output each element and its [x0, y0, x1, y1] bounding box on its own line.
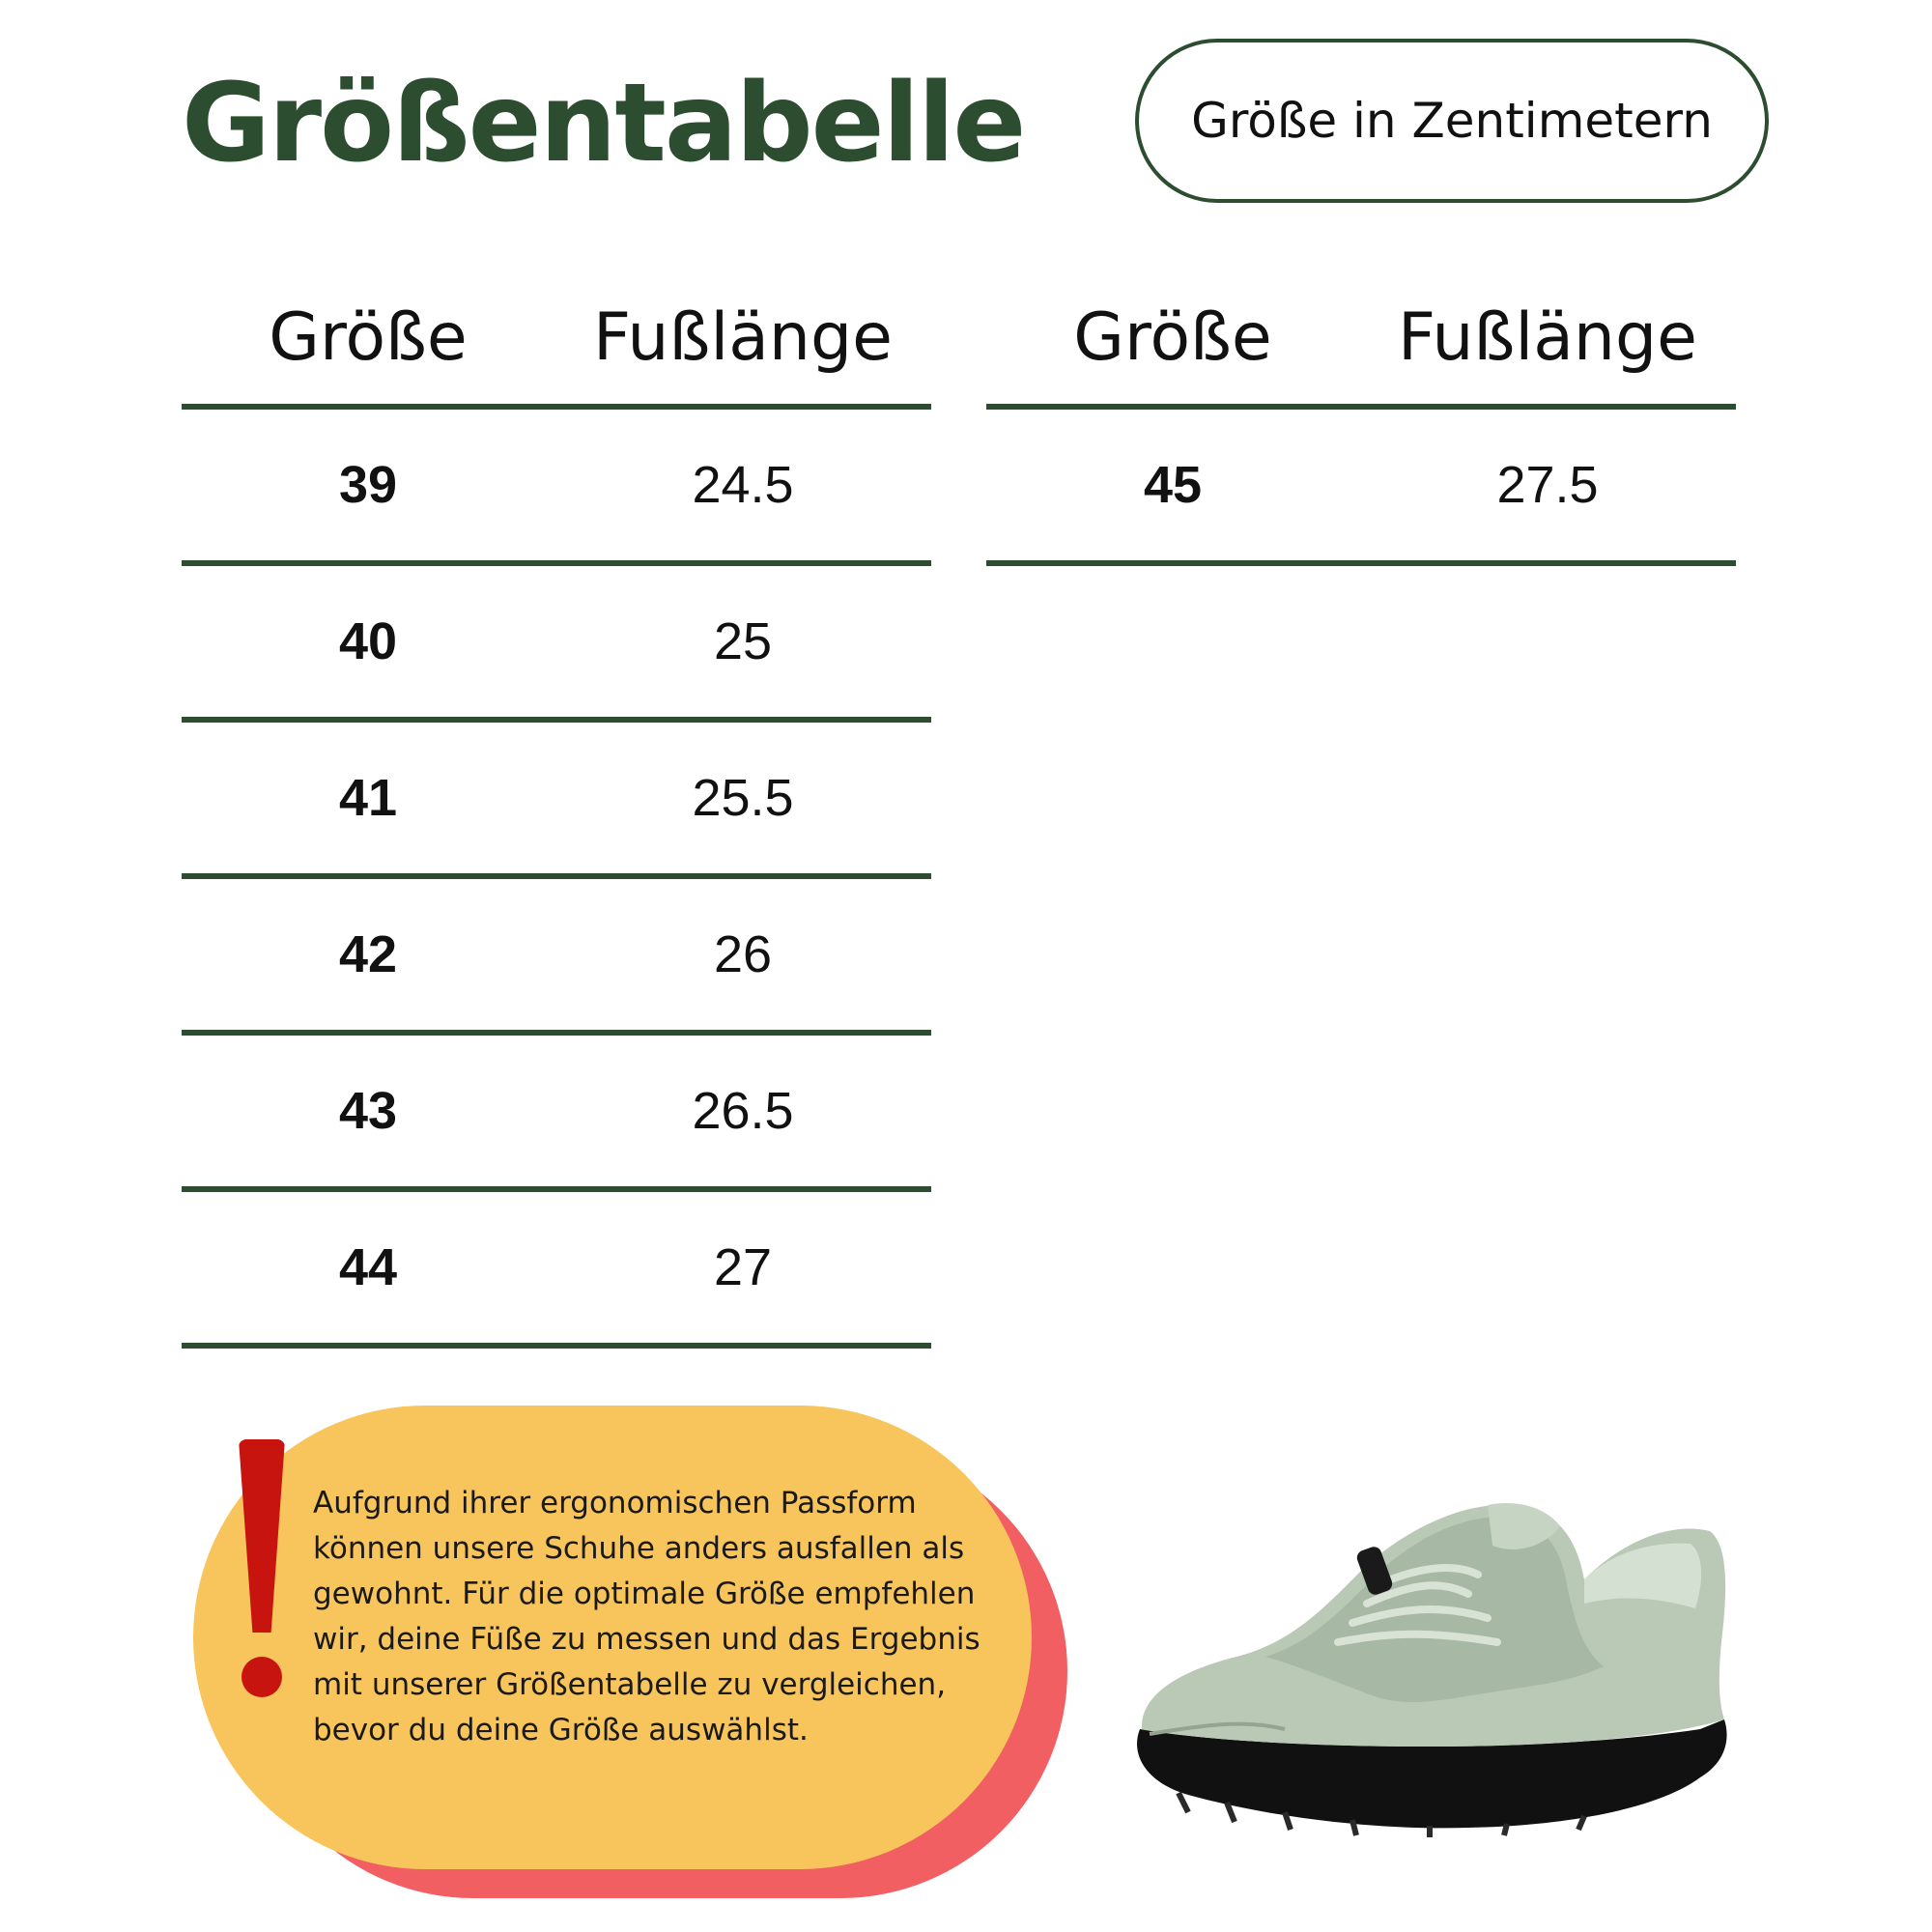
table-row: [182, 566, 931, 723]
shoe-image: [1121, 1488, 1739, 1874]
exclamation-dot-icon: [242, 1657, 282, 1697]
table-header: [986, 270, 1736, 410]
header-size: Größe: [1073, 298, 1272, 376]
foot-length-cell: 26.5: [692, 1082, 794, 1140]
foot-length-cell: 24.5: [692, 456, 794, 514]
size-table-left: [182, 270, 931, 1349]
size-cell: 44: [338, 1238, 398, 1296]
size-cell: 42: [338, 925, 398, 983]
table-row: [182, 723, 931, 879]
table-row: [182, 1036, 931, 1192]
size-cell: 43: [338, 1082, 398, 1140]
table-row: [182, 1192, 931, 1349]
size-cell: 39: [338, 456, 398, 514]
size-cell: 45: [1143, 456, 1203, 514]
table-header: [182, 270, 931, 410]
header-foot-length: Fußlänge: [593, 298, 893, 376]
table-row: [182, 879, 931, 1036]
table-row: [182, 410, 931, 566]
exclamation-icon: [239, 1439, 285, 1633]
foot-length-cell: 27: [713, 1238, 773, 1296]
header-size: Größe: [269, 298, 468, 376]
table-row: [986, 410, 1736, 566]
notice-text: Aufgrund ihrer ergonomischen Passform können unsere Schuhe anders ausfallen als gewohnt. Für die optimale Größe empfehlen wir, deine Füße zu messen und das Ergebnis mit unserer Größentabelle zu vergleichen, bevor du deine Größe auswählst.: [313, 1486, 980, 1747]
foot-length-cell: 25.5: [692, 769, 794, 827]
size-cell: 40: [338, 612, 398, 670]
header-foot-length: Fußlänge: [1398, 298, 1697, 376]
notice-bubble: [193, 1406, 1032, 1869]
foot-length-cell: 25: [713, 612, 773, 670]
fit-notice: [193, 1406, 1063, 1908]
unit-badge: Größe in Zentimetern: [1135, 39, 1769, 203]
foot-length-cell: 27.5: [1496, 456, 1599, 514]
size-table-right: [986, 270, 1736, 566]
size-cell: 41: [338, 769, 398, 827]
page-title: Größentabelle: [182, 61, 1025, 186]
foot-length-cell: 26: [713, 925, 773, 983]
